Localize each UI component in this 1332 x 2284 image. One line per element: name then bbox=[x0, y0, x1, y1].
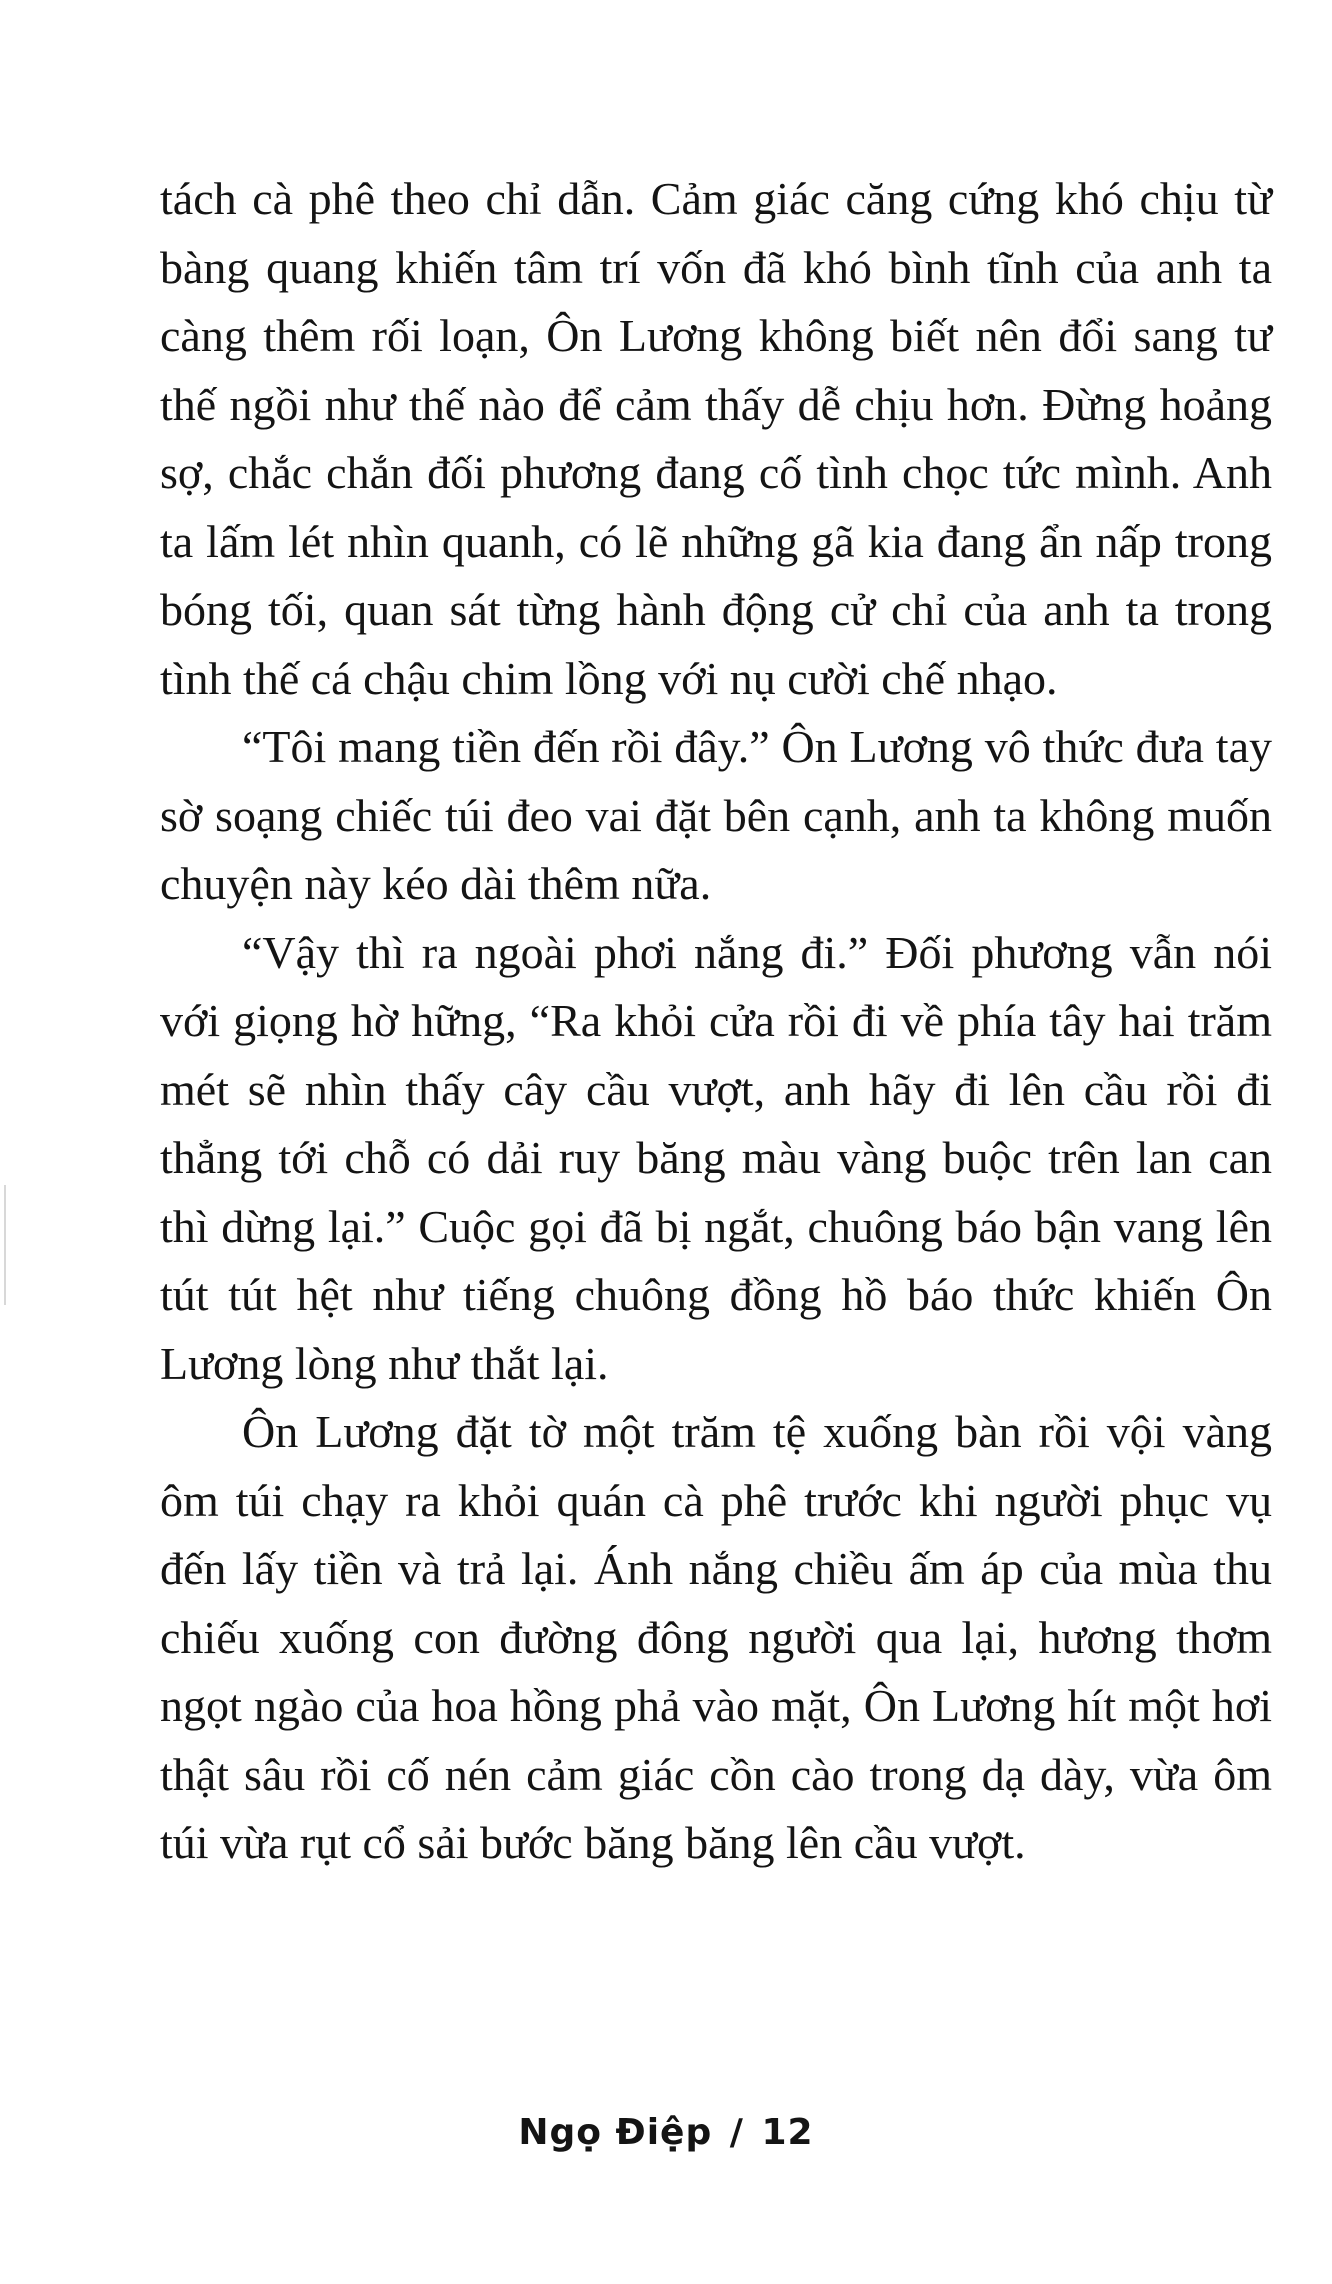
paragraph-dialogue-1: “Tôi mang tiền đến rồi đây.” Ôn Lương vô thức đưa tay sờ soạng chiếc túi đeo vai đặt bên cạnh, anh ta không muốn chuyện này kéo dài thêm nữa. bbox=[160, 721, 1272, 909]
scan-edge-mark bbox=[4, 1185, 6, 1305]
book-title: Ngọ Điệp bbox=[518, 2112, 713, 2153]
page-number: 12 bbox=[761, 2112, 814, 2153]
footer-separator: / bbox=[729, 2112, 744, 2153]
paragraph-narration: Ôn Lương đặt tờ một trăm tệ xuống bàn rồi vội vàng ôm túi chạy ra khỏi quán cà phê trước khi người phục vụ đến lấy tiền và trả lại. Ánh nắng chiều ấm áp của mùa thu chiếu xuống con đường đông người qua lại, hương thơm ngọt ngào của hoa hồng phả vào mặt, Ôn Lương hít một hơi thật sâu rồi cố nén cảm giác cồn cào trong dạ dày, vừa ôm túi vừa rụt cổ sải bước băng băng lên cầu vượt. bbox=[160, 1406, 1272, 1868]
body-text bbox=[160, 165, 1272, 1878]
paragraph-dialogue-2: “Vậy thì ra ngoài phơi nắng đi.” Đối phương vẫn nói với giọng hờ hững, “Ra khỏi cửa rồi đi về phía tây hai trăm mét sẽ nhìn thấy cây cầu vượt, anh hãy đi lên cầu rồi đi thẳng tới chỗ có dải ruy băng màu vàng buộc trên lan can thì dừng lại.” Cuộc gọi đã bị ngắt, chuông báo bận vang lên tút tút hệt như tiếng chuông đồng hồ báo thức khiến Ôn Lương lòng như thắt lại. bbox=[160, 926, 1272, 1389]
page-footer bbox=[0, 2112, 1332, 2153]
paragraph-continuation: tách cà phê theo chỉ dẫn. Cảm giác căng cứng khó chịu từ bàng quang khiến tâm trí vốn đã khó bình tĩnh của anh ta càng thêm rối loạn, Ôn Lương không biết nên đổi sang tư thế ngồi như thế nào để cảm thấy dễ chịu hơn. Đừng hoảng sợ, chắc chắn đối phương đang cố tình chọc tức mình. Anh ta lấm lét nhìn quanh, có lẽ những gã kia đang ẩn nấp trong bóng tối, quan sát từng hành động cử chỉ của anh ta trong tình thế cá chậu chim lồng với nụ cười chế nhạo. bbox=[160, 173, 1272, 704]
